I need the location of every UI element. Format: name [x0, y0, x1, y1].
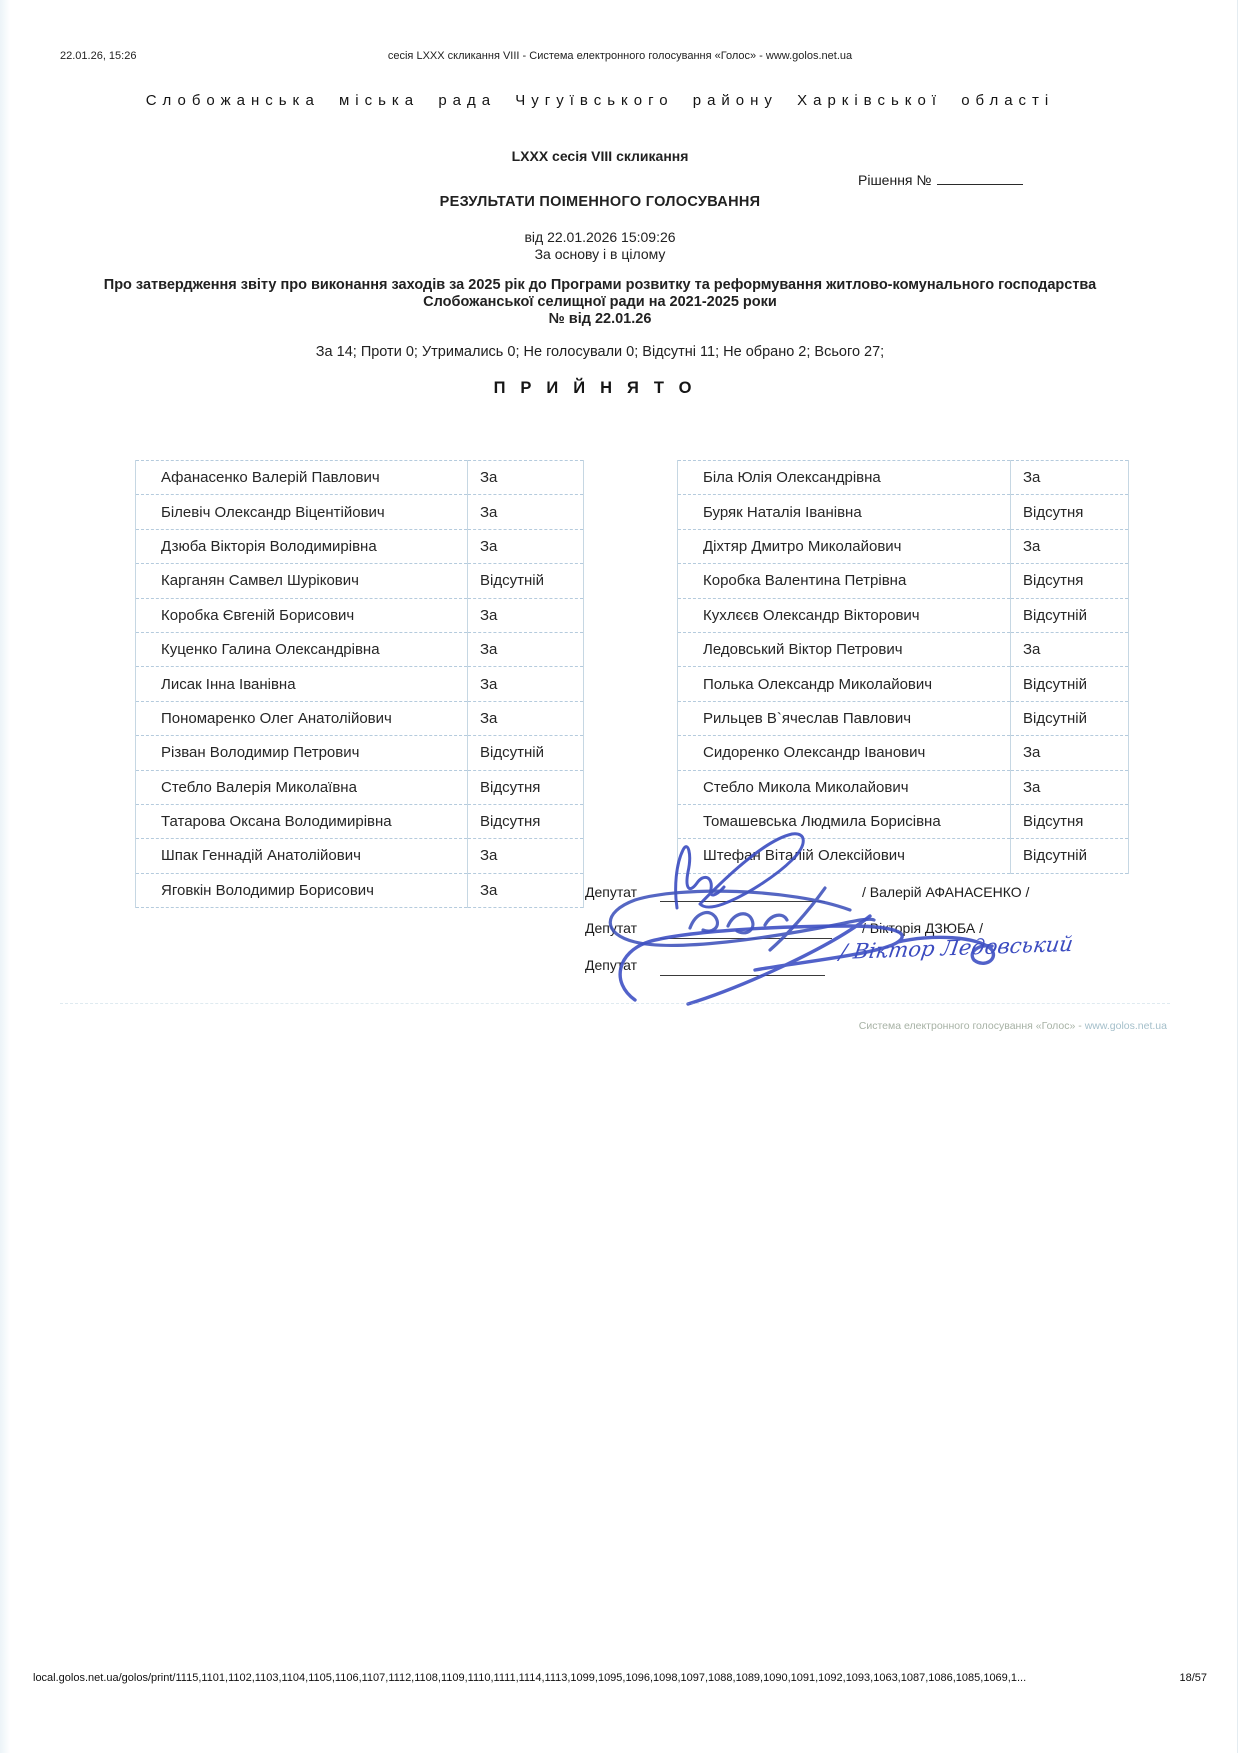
vote-value: За [468, 461, 584, 495]
vote-value: За [1011, 529, 1129, 563]
deputy-name: Ледовський Віктор Петрович [678, 632, 1011, 666]
table-row [136, 873, 584, 907]
deputy-name: Шпак Геннадій Анатолійович [136, 839, 468, 873]
deputy-name: Біла Юлія Олександрівна [678, 461, 1011, 495]
deputy-name: Коробка Валентина Петрівна [678, 564, 1011, 598]
system-watermark [0, 1020, 1167, 1032]
scan-artifact-rule [60, 1003, 1170, 1004]
vote-value: За [468, 598, 584, 632]
deputy-name: Куценко Галина Олександрівна [136, 632, 468, 666]
results-heading: РЕЗУЛЬТАТИ ПОІМЕННОГО ГОЛОСУВАННЯ [439, 194, 761, 210]
table-row [136, 736, 584, 770]
table-row [136, 770, 584, 804]
decision-result: ПРИЙНЯТО [493, 379, 707, 397]
print-datetime: 22.01.26, 15:26 [60, 50, 137, 62]
signature-line-3 [660, 974, 825, 976]
vote-value: Відсутня [1011, 804, 1129, 838]
deputy-name: Штефан Віталій Олексійович [678, 839, 1011, 873]
deputy-name: Дзюба Вікторія Володимирівна [136, 529, 468, 563]
table-row [136, 839, 584, 873]
vote-value: За [1011, 736, 1129, 770]
deputy-name: Стебло Микола Миколайович [678, 770, 1011, 804]
vote-value: За [468, 839, 584, 873]
vote-table-right [677, 460, 1129, 874]
table-row [678, 529, 1129, 563]
vote-value: Відсутня [1011, 564, 1129, 598]
table-row [136, 461, 584, 495]
table-row [136, 529, 584, 563]
table-row [136, 598, 584, 632]
deputy-name: Кухлєєв Олександр Вікторович [678, 598, 1011, 632]
council-name: Слобожанська міська рада Чугуївського району Харківської області [145, 92, 1055, 109]
vote-value: Відсутній [468, 736, 584, 770]
vote-value: Відсутній [1011, 701, 1129, 735]
vote-value: Відсутня [468, 770, 584, 804]
signer-label-2: Депутат [585, 920, 637, 936]
vote-basis: За основу і в цілому [534, 246, 666, 262]
table-row [136, 564, 584, 598]
deputy-name: Томашевська Людмила Борисівна [678, 804, 1011, 838]
table-row [136, 495, 584, 529]
signature-line-1 [660, 900, 825, 902]
table-row [678, 804, 1129, 838]
scan-edge-right [1237, 0, 1238, 1753]
footer-page-indicator: 18/57 [1179, 1672, 1207, 1684]
decision-number [858, 170, 1023, 188]
deputy-name: Рильцев В`ячеслав Павлович [678, 701, 1011, 735]
deputy-name: Пономаренко Олег Анатолійович [136, 701, 468, 735]
vote-summary: За 14; Проти 0; Утримались 0; Не голосували 0; Відсутні 11; Не обрано 2; Всього 27; [315, 344, 885, 360]
vote-subject: Про затвердження звіту про виконання заходів за 2025 рік до Програми розвитку та реформування житлово-комунального господарства Слобожанської селищної ради на 2021-2025 роки [103, 277, 1097, 310]
table-row [678, 564, 1129, 598]
vote-table-left [135, 460, 584, 908]
decision-number-blank [937, 170, 1023, 185]
table-row [678, 598, 1129, 632]
vote-value: Відсутній [468, 564, 584, 598]
vote-value: За [468, 667, 584, 701]
vote-value: За [468, 632, 584, 666]
vote-value: За [1011, 461, 1129, 495]
signer-name-2: / Вікторія ДЗЮБА / [862, 920, 983, 936]
signer-name-3-handwritten: / Віктор Ледовський [838, 931, 1075, 964]
table-row [678, 701, 1129, 735]
vote-datetime: від 22.01.2026 15:09:26 [524, 229, 676, 245]
decision-number-label: Рішення № [858, 172, 932, 188]
deputy-name: Стебло Валерія Миколаївна [136, 770, 468, 804]
signer-name-1: / Валерій АФАНАСЕНКО / [862, 884, 1030, 900]
footer-print-url: local.golos.net.ua/golos/print/1115,1101,1102,1103,1104,1105,1106,1107,1112,1108,1109,1110,1111,1114,1113,1099,1095,1096,1098,1097,1088,1089,1090,1091,1092,1093,1063,1087,1086,1085,1069,1... [33, 1672, 1027, 1684]
vote-value: Відсутня [1011, 495, 1129, 529]
deputy-name: Буряк Наталія Іванівна [678, 495, 1011, 529]
deputy-name: Карганян Самвел Шурікович [136, 564, 468, 598]
table-row [136, 701, 584, 735]
deputy-name: Полька Олександр Миколайович [678, 667, 1011, 701]
table-row [678, 667, 1129, 701]
vote-value: За [468, 495, 584, 529]
deputy-name: Яговкін Володимир Борисович [136, 873, 468, 907]
vote-subject-number: № від 22.01.26 [548, 311, 652, 327]
deputy-name: Лисак Інна Іванівна [136, 667, 468, 701]
deputy-name: Коробка Євгеній Борисович [136, 598, 468, 632]
signer-label-1: Депутат [585, 884, 637, 900]
signature-line-2 [660, 937, 832, 939]
watermark-link: www.golos.net.ua [1084, 1020, 1167, 1032]
deputy-name: Білевіч Олександр Віцентійович [136, 495, 468, 529]
deputy-name: Різван Володимир Петрович [136, 736, 468, 770]
table-row [678, 632, 1129, 666]
session-title: LXXX сесія VIII скликання [511, 148, 689, 164]
table-row [678, 495, 1129, 529]
vote-value: За [468, 701, 584, 735]
vote-value: За [468, 873, 584, 907]
table-row [678, 770, 1129, 804]
vote-value: Відсутній [1011, 667, 1129, 701]
vote-value: За [1011, 770, 1129, 804]
table-row [136, 804, 584, 838]
vote-value: За [1011, 632, 1129, 666]
signature-scribble-2 [610, 888, 874, 950]
table-row [136, 632, 584, 666]
deputy-name: Афанасенко Валерій Павлович [136, 461, 468, 495]
table-row [136, 667, 584, 701]
deputy-name: Сидоренко Олександр Іванович [678, 736, 1011, 770]
vote-value: За [468, 529, 584, 563]
deputy-name: Діхтяр Дмитро Миколайович [678, 529, 1011, 563]
vote-value: Відсутня [468, 804, 584, 838]
watermark-text: Система електронного голосування «Голос» - [858, 1020, 1085, 1032]
deputy-name: Татарова Оксана Володимирівна [136, 804, 468, 838]
vote-value: Відсутній [1011, 839, 1129, 873]
scan-edge-left [0, 0, 10, 1753]
table-row [678, 736, 1129, 770]
table-row [678, 839, 1129, 873]
vote-value: Відсутній [1011, 598, 1129, 632]
print-header-title: сесія LXXX скликання VIII - Система електронного голосування «Голос» - www.golos.net.ua [387, 50, 853, 62]
signer-label-3: Депутат [585, 957, 637, 973]
table-row [678, 461, 1129, 495]
